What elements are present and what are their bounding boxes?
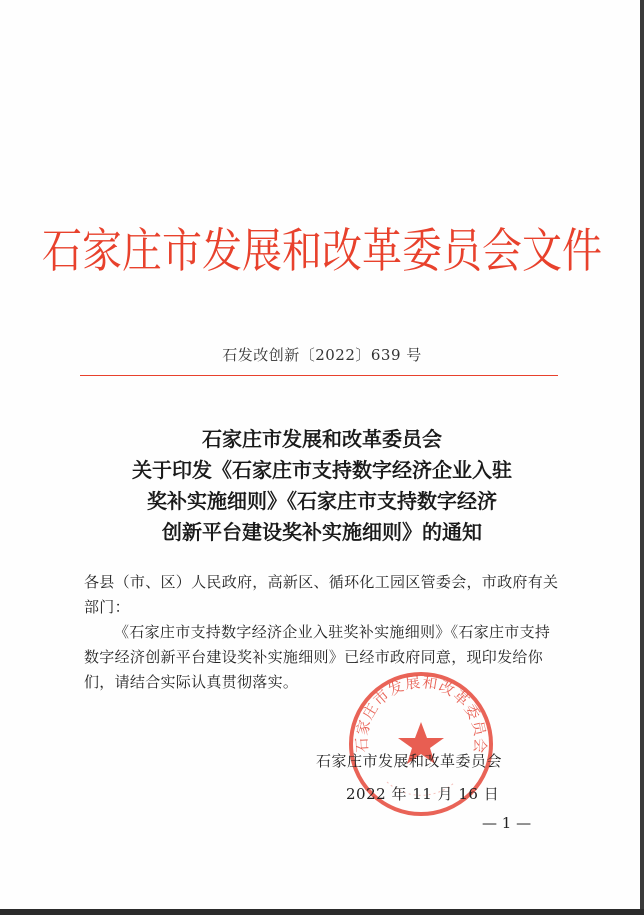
notice-title-line-1: 石家庄市发展和改革委员会 [202,427,442,451]
signature-date: 2022 年 11 月 16 日 [346,785,500,803]
issuer-header-title: 石家庄市发展和改革委员会文件 [42,224,602,279]
notice-title-line-2: 关于印发《石家庄市支持数字经济企业入驻 [132,458,512,482]
signatory-organization: 石家庄市发展和改革委员会 [316,752,503,770]
notice-title [0,424,644,548]
scan-edge-bottom [0,909,644,915]
notice-title-line-4: 创新平台建设奖补实施细则》的通知 [162,520,482,544]
scan-edge-right [640,0,644,915]
notice-title-line-3: 奖补实施细则》《石家庄市支持数字经济 [147,489,497,513]
red-separator-rule [80,375,558,376]
addressee-line: 各县（市、区）人民政府，高新区、循环化工园区管委会，市政府有关部门： [84,573,559,616]
svg-text:石家庄市发展和改革委员会: 石家庄市发展和改革委员会 [352,672,490,755]
page-number: — 1 — [482,814,532,832]
body-paragraph: 《石家庄市支持数字经济企业入驻奖补实施细则》《石家庄市支持数字经济创新平台建设奖补实施细则》已经市政府同意，现印发给你们，请结合实际认真贯彻落实。 [84,623,551,691]
document-number: 石发改创新〔2022〕639 号 [222,346,422,364]
